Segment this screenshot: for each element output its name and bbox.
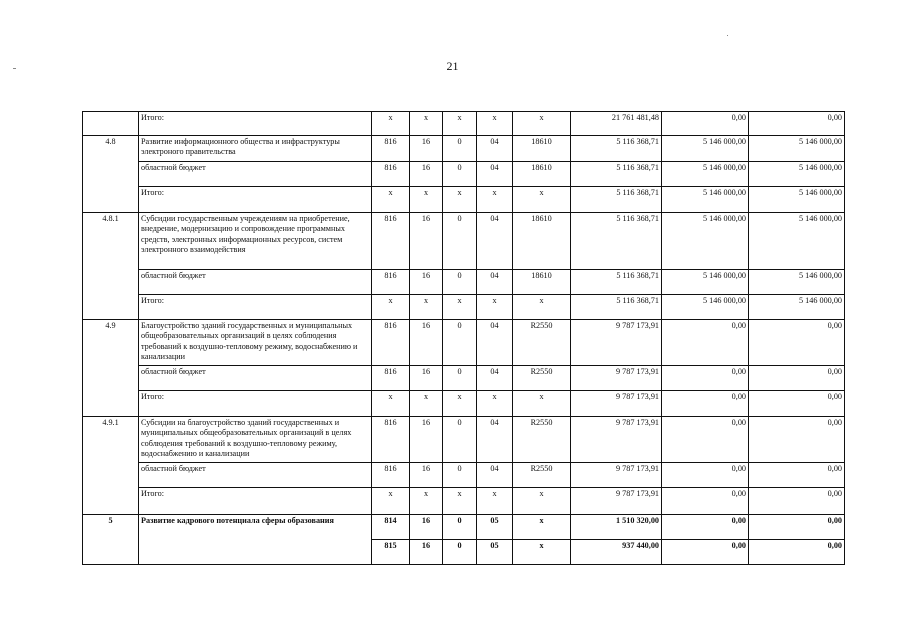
table-row [83, 295, 845, 320]
cell-code-2: x [410, 488, 443, 515]
cell-sum-1: 9 787 173,91 [571, 488, 662, 515]
cell-sum-2: 0,00 [662, 488, 749, 515]
row-number: 5 [83, 515, 139, 565]
cell-sum-2: 0,00 [662, 320, 749, 366]
cell-sum-2: 0,00 [662, 417, 749, 463]
cell-code-5: R2550 [513, 320, 571, 366]
cell-code-4: x [477, 112, 513, 136]
cell-code-2: 16 [410, 136, 443, 162]
cell-code-1: 814 [372, 515, 410, 540]
row-number [83, 112, 139, 136]
row-name: Итого: [139, 112, 372, 136]
scan-speck [727, 35, 728, 36]
cell-code-3: 0 [443, 270, 477, 295]
cell-sum-3: 5 146 000,00 [749, 270, 845, 295]
cell-code-3: x [443, 391, 477, 417]
table-row [83, 112, 845, 136]
cell-sum-1: 5 116 368,71 [571, 136, 662, 162]
cell-sum-1: 5 116 368,71 [571, 213, 662, 270]
cell-code-2: x [410, 295, 443, 320]
row-number: 4.8 [83, 136, 139, 213]
cell-sum-1: 21 761 481,48 [571, 112, 662, 136]
cell-code-2: 16 [410, 540, 443, 565]
cell-sum-3: 0,00 [749, 417, 845, 463]
cell-code-2: 16 [410, 270, 443, 295]
row-name: областной бюджет [139, 463, 372, 488]
cell-code-1: 816 [372, 213, 410, 270]
cell-code-1: x [372, 488, 410, 515]
cell-code-4: 04 [477, 463, 513, 488]
cell-sum-1: 937 440,00 [571, 540, 662, 565]
row-name: Развитие информационного общества и инфраструктуры электроного правительства [139, 136, 372, 162]
table-row [83, 515, 845, 540]
table-row [83, 213, 845, 270]
cell-code-1: x [372, 112, 410, 136]
cell-code-4: 04 [477, 417, 513, 463]
cell-code-1: 816 [372, 320, 410, 366]
cell-code-3: 0 [443, 320, 477, 366]
row-name: областной бюджет [139, 366, 372, 391]
cell-code-3: 0 [443, 540, 477, 565]
cell-sum-1: 9 787 173,91 [571, 463, 662, 488]
cell-code-1: x [372, 391, 410, 417]
table-row [83, 136, 845, 162]
row-name: Итого: [139, 391, 372, 417]
cell-code-2: x [410, 112, 443, 136]
cell-code-5: 18610 [513, 270, 571, 295]
cell-code-1: 816 [372, 417, 410, 463]
cell-code-5: x [513, 187, 571, 213]
cell-sum-2: 5 146 000,00 [662, 136, 749, 162]
table-row [83, 488, 845, 515]
budget-table [82, 111, 845, 565]
cell-code-1: x [372, 295, 410, 320]
cell-code-4: 05 [477, 540, 513, 565]
cell-code-2: 16 [410, 417, 443, 463]
cell-code-3: 0 [443, 213, 477, 270]
cell-code-4: x [477, 391, 513, 417]
cell-sum-3: 5 146 000,00 [749, 136, 845, 162]
row-name: Развитие кадрового потенциала сферы образования [139, 515, 372, 565]
cell-code-3: x [443, 187, 477, 213]
table-row [83, 270, 845, 295]
row-name: Итого: [139, 295, 372, 320]
cell-sum-3: 5 146 000,00 [749, 213, 845, 270]
cell-code-5: 18610 [513, 213, 571, 270]
cell-sum-2: 0,00 [662, 112, 749, 136]
table-row [83, 391, 845, 417]
cell-sum-1: 9 787 173,91 [571, 391, 662, 417]
cell-code-3: 0 [443, 366, 477, 391]
cell-code-5: x [513, 515, 571, 540]
cell-code-4: x [477, 488, 513, 515]
cell-sum-2: 5 146 000,00 [662, 213, 749, 270]
cell-code-2: 16 [410, 213, 443, 270]
cell-code-5: R2550 [513, 463, 571, 488]
cell-code-5: x [513, 112, 571, 136]
row-name: областной бюджет [139, 270, 372, 295]
cell-code-5: x [513, 488, 571, 515]
cell-code-1: 816 [372, 162, 410, 187]
cell-sum-3: 0,00 [749, 540, 845, 565]
cell-code-5: R2550 [513, 366, 571, 391]
row-name: областной бюджет [139, 162, 372, 187]
cell-code-3: 0 [443, 417, 477, 463]
cell-sum-1: 5 116 368,71 [571, 270, 662, 295]
cell-sum-3: 5 146 000,00 [749, 162, 845, 187]
cell-code-1: 816 [372, 463, 410, 488]
cell-code-4: 04 [477, 213, 513, 270]
cell-code-1: 816 [372, 270, 410, 295]
table-row [83, 366, 845, 391]
cell-code-4: 04 [477, 366, 513, 391]
cell-sum-1: 9 787 173,91 [571, 366, 662, 391]
cell-sum-3: 0,00 [749, 463, 845, 488]
cell-code-3: x [443, 488, 477, 515]
cell-sum-1: 5 116 368,71 [571, 295, 662, 320]
cell-sum-3: 5 146 000,00 [749, 187, 845, 213]
cell-code-4: 04 [477, 270, 513, 295]
cell-sum-3: 0,00 [749, 320, 845, 366]
cell-code-5: 18610 [513, 162, 571, 187]
table-row [83, 463, 845, 488]
cell-sum-2: 0,00 [662, 515, 749, 540]
cell-code-2: 16 [410, 320, 443, 366]
cell-code-4: 04 [477, 162, 513, 187]
cell-sum-1: 5 116 368,71 [571, 162, 662, 187]
cell-sum-1: 9 787 173,91 [571, 320, 662, 366]
cell-sum-1: 9 787 173,91 [571, 417, 662, 463]
row-name: Итого: [139, 488, 372, 515]
cell-sum-2: 0,00 [662, 391, 749, 417]
cell-sum-2: 5 146 000,00 [662, 295, 749, 320]
table-row [83, 187, 845, 213]
row-number: 4.9.1 [83, 417, 139, 515]
cell-code-3: x [443, 295, 477, 320]
cell-code-3: 0 [443, 136, 477, 162]
cell-code-4: 04 [477, 320, 513, 366]
cell-code-2: 16 [410, 463, 443, 488]
cell-code-2: x [410, 391, 443, 417]
row-name: Итого: [139, 187, 372, 213]
cell-sum-3: 0,00 [749, 112, 845, 136]
cell-code-3: 0 [443, 162, 477, 187]
scan-speck [13, 68, 16, 69]
table-row [83, 320, 845, 366]
cell-sum-2: 5 146 000,00 [662, 187, 749, 213]
cell-code-2: 16 [410, 515, 443, 540]
row-number: 4.8.1 [83, 213, 139, 320]
cell-code-1: 816 [372, 366, 410, 391]
cell-code-4: 05 [477, 515, 513, 540]
cell-code-2: x [410, 187, 443, 213]
cell-sum-2: 0,00 [662, 366, 749, 391]
cell-sum-2: 0,00 [662, 540, 749, 565]
table-row [83, 162, 845, 187]
row-number: 4.9 [83, 320, 139, 417]
cell-code-4: 04 [477, 136, 513, 162]
cell-sum-3: 0,00 [749, 366, 845, 391]
cell-code-3: 0 [443, 515, 477, 540]
cell-code-1: 815 [372, 540, 410, 565]
row-name: Субсидии на благоустройство зданий государственных и муниципальных общеобразовательных организаций в целях соблюдения требований к воздушно-тепловому режиму, водоснабжению и канализации [139, 417, 372, 463]
cell-code-5: 18610 [513, 136, 571, 162]
cell-code-5: x [513, 391, 571, 417]
cell-sum-3: 0,00 [749, 515, 845, 540]
cell-sum-3: 5 146 000,00 [749, 295, 845, 320]
cell-code-5: x [513, 295, 571, 320]
cell-sum-2: 5 146 000,00 [662, 270, 749, 295]
page-number: 21 [446, 59, 459, 73]
cell-code-3: x [443, 112, 477, 136]
cell-code-2: 16 [410, 366, 443, 391]
cell-sum-2: 0,00 [662, 463, 749, 488]
cell-code-5: x [513, 540, 571, 565]
cell-code-2: 16 [410, 162, 443, 187]
cell-sum-3: 0,00 [749, 488, 845, 515]
table-row [83, 417, 845, 463]
cell-sum-1: 5 116 368,71 [571, 187, 662, 213]
cell-sum-1: 1 510 320,00 [571, 515, 662, 540]
cell-code-3: 0 [443, 463, 477, 488]
cell-code-1: 816 [372, 136, 410, 162]
row-name: Субсидии государственным учреждениям на приобретение, внедрение, модернизацию и сопровождение программных средств, электронных информационных ресурсов, систем электронного взаимодействия [139, 213, 372, 270]
cell-code-5: R2550 [513, 417, 571, 463]
cell-code-1: x [372, 187, 410, 213]
row-name: Благоустройство зданий государственных и муниципальных общеобразовательных организаций в целях соблюдения требований к воздушно-тепловому режиму, водоснабжению и канализации [139, 320, 372, 366]
cell-sum-2: 5 146 000,00 [662, 162, 749, 187]
cell-sum-3: 0,00 [749, 391, 845, 417]
cell-code-4: x [477, 295, 513, 320]
cell-code-4: x [477, 187, 513, 213]
